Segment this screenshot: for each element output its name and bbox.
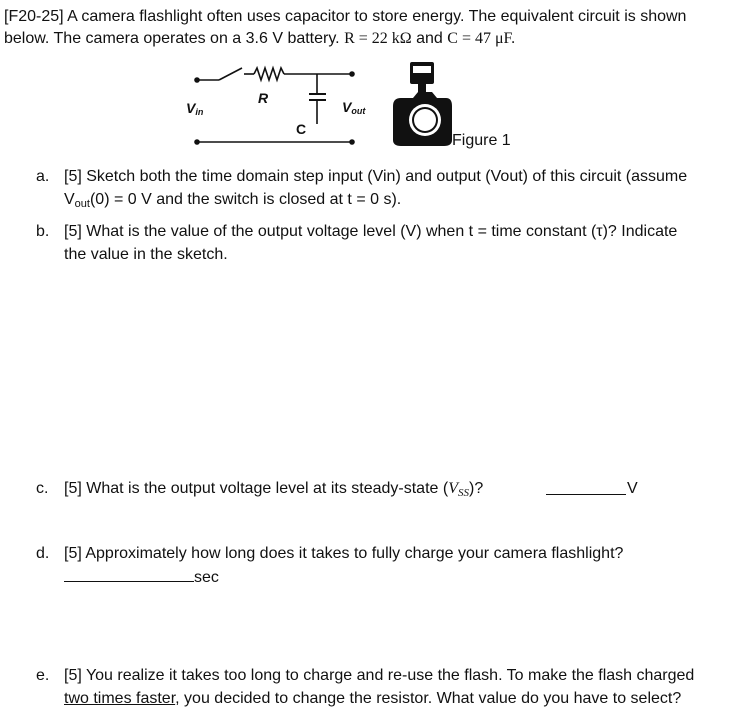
question-a-line-2: $V_{out}(0) = 0$ V and the switch is closed at t = 0 s). bbox=[64, 191, 402, 210]
vout-bottom-terminal bbox=[350, 140, 354, 144]
question-e-line-2: two times faster, you decided to change the resistor. What value do you have to select? bbox=[64, 690, 682, 707]
resistor-value: R = 22 kΩ bbox=[344, 30, 412, 47]
vout-top-terminal bbox=[350, 72, 354, 76]
problem-statement bbox=[4, 6, 740, 50]
vss-symbol: $V_{SS}$ bbox=[448, 480, 469, 499]
problem-line-2 bbox=[4, 28, 740, 50]
question-d-line-1: [5] Approximately how long does it takes to fully charge your camera flashlight? bbox=[64, 545, 624, 562]
emphasis-two-times-faster: two times faster bbox=[64, 690, 176, 707]
question-letter: a. bbox=[36, 168, 50, 185]
capacitor-value: C = 47 μF. bbox=[447, 30, 516, 47]
problem-sentence-2: below. The camera operates on a 3.6 V battery. bbox=[4, 30, 340, 47]
and-word: and bbox=[416, 30, 443, 47]
question-c-text: [5] What is the output voltage level at its steady-state ( bbox=[64, 480, 449, 497]
answer-blank-d[interactable] bbox=[64, 565, 194, 582]
question-a-line-1: [5] Sketch both the time domain step input (Vin) and output (Vout) of this circuit (assume bbox=[64, 168, 688, 185]
vout-label: Vout bbox=[342, 99, 366, 116]
circuit-figure bbox=[186, 58, 466, 154]
figure-caption: Figure 1 bbox=[452, 132, 511, 149]
answer-unit-d: sec bbox=[194, 569, 219, 586]
capacitor-label: C bbox=[296, 121, 307, 137]
question-letter: c. bbox=[36, 480, 49, 497]
question-letter: b. bbox=[36, 223, 50, 240]
problem-sentence-1: A camera flashlight often uses capacitor to store energy. The equivalent circuit is shown bbox=[67, 8, 687, 25]
answer-blank-c[interactable] bbox=[546, 478, 626, 495]
vin-bottom-terminal bbox=[195, 140, 199, 144]
problem-line-1 bbox=[4, 6, 740, 28]
problem-id: [F20-25] bbox=[4, 8, 64, 25]
question-b-line-2: the value in the sketch. bbox=[64, 246, 228, 263]
resistor-label: R bbox=[258, 90, 269, 106]
question-e-line-1: [5] You realize it takes too long to charge and re-use the flash. To make the flash charged bbox=[64, 667, 695, 684]
question-d-line-2 bbox=[64, 565, 714, 589]
camera-icon bbox=[393, 62, 452, 146]
question-letter: d. bbox=[36, 545, 50, 562]
question-letter: e. bbox=[36, 667, 50, 684]
resistor-symbol bbox=[254, 68, 284, 80]
question-b-line-1: [5] What is the value of the output voltage level (V) when t = time constant (τ)? Indicate bbox=[64, 223, 678, 240]
switch bbox=[219, 68, 242, 80]
vin-top-terminal bbox=[195, 78, 199, 82]
vin-label: Vin bbox=[186, 100, 204, 117]
answer-unit-c: V bbox=[627, 480, 638, 497]
